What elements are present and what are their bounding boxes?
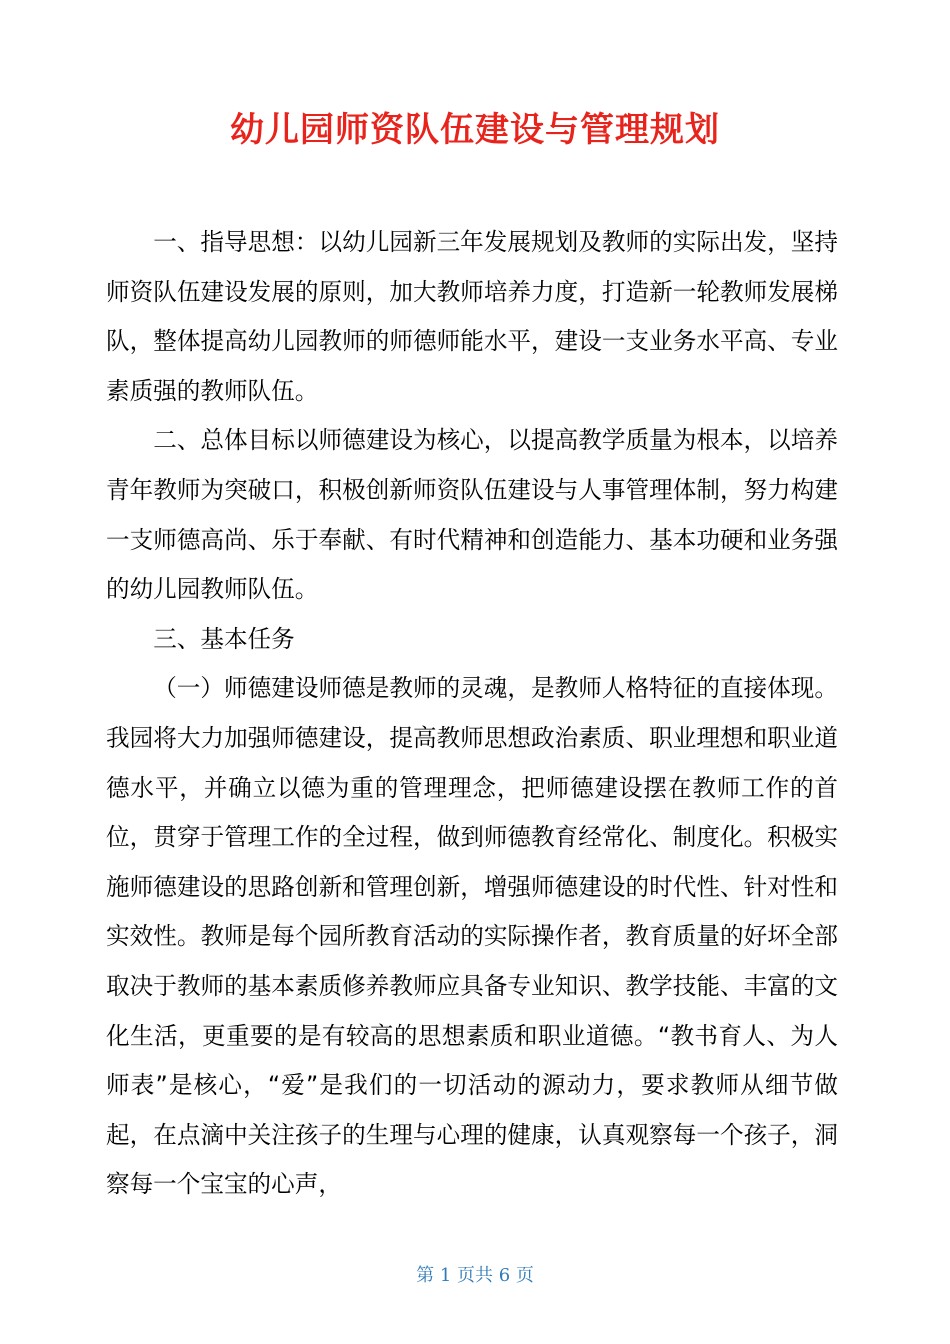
- paragraph-overall-goal: 二、总体目标以师德建设为核心，以提高教学质量为根本，以培养青年教师为突破口，积极创新师资队伍建设与人事管理体制，努力构建一支师德高尚、乐于奉献、有时代精神和创造能力、基本功硬和业务强的幼儿园教师队伍。: [106, 426, 838, 604]
- paragraph-teacher-ethics: （一）师德建设师德是教师的灵魂，是教师人格特征的直接体现。我园将大力加强师德建设，提高教师思想政治素质、职业理想和职业道德水平，并确立以德为重的管理理念，把师德建设摆在教师工作的首位，贯穿于管理工作的全过程，做到师德教育经常化、制度化。积极实施师德建设的思路创新和管理创新，增强师德建设的时代性、针对性和实效性。教师是每个园所教育活动的实际操作者，教育质量的好坏全部取决于教师的基本素质修养教师应具备专业知识、教学技能、丰富的文化生活，更重要的是有较高的思想素质和职业道德。“教书育人、为人师表”是核心，“爱”是我们的一切活动的源动力，要求教师从细节做起，在点滴中关注孩子的生理与心理的健康，认真观察每一个孩子，洞察每一个宝宝的心声，: [106, 674, 838, 1199]
- paragraph-guiding-thought: 一、指导思想：以幼儿园新三年发展规划及教师的实际出发，坚持师资队伍建设发展的原则，加大教师培养力度，打造新一轮教师发展梯队，整体提高幼儿园教师的师德师能水平，建设一支业务水平高、专业素质强的教师队伍。: [106, 228, 838, 405]
- document-body: [106, 218, 838, 1210]
- document-title: 幼儿园师资队伍建设与管理规划: [230, 110, 720, 150]
- page-number-footer: 第 1 页共 6 页: [416, 1265, 534, 1286]
- paragraph-basic-tasks-heading: 三、基本任务: [153, 624, 295, 653]
